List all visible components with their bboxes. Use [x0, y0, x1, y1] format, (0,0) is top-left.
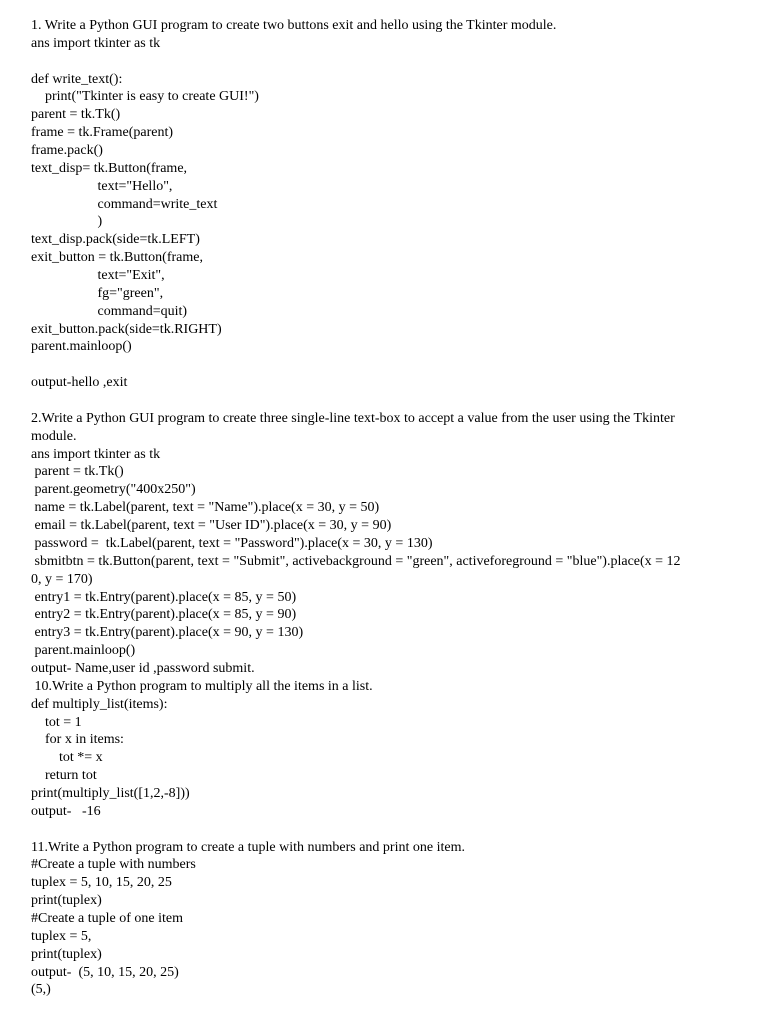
blank-line: [31, 53, 743, 71]
text-line: frame = tk.Frame(parent): [31, 125, 173, 141]
text-line: parent = tk.Tk(): [31, 107, 121, 123]
text-line: 2.Write a Python GUI program to create three single-line text-box to accept a value from the user using the Tkinter: [31, 410, 675, 426]
text-line: 10.Write a Python program to multiply all the items in a list.: [31, 678, 373, 694]
text-line: tuplex = 5,: [31, 928, 92, 944]
text-line: output- (5, 10, 15, 20, 25): [31, 964, 179, 980]
text-line: tot = 1: [31, 714, 82, 730]
text-line: exit_button.pack(side=tk.RIGHT): [31, 321, 222, 337]
text-line: #Create a tuple of one item: [31, 910, 183, 926]
text-line: ans import tkinter as tk: [31, 35, 161, 51]
text-line: text_disp= tk.Button(frame,: [31, 160, 188, 176]
text-line: output-hello ,exit: [31, 375, 128, 391]
text-line: exit_button = tk.Button(frame,: [31, 250, 203, 266]
text-line: entry1 = tk.Entry(parent).place(x = 85, y = 50): [31, 589, 297, 605]
text-line: (5,): [31, 982, 51, 998]
text-line: 1. Write a Python GUI program to create two buttons exit and hello using the Tkinter module.: [31, 18, 557, 33]
text-line: def multiply_list(items):: [31, 696, 168, 712]
text-line: for x in items:: [31, 732, 124, 748]
text-line: print(tuplex): [31, 946, 102, 962]
text-line: print(multiply_list([1,2,-8])): [31, 785, 190, 801]
text-line: email = tk.Label(parent, text = "User ID").place(x = 30, y = 90): [31, 518, 392, 534]
text-line: fg="green",: [31, 285, 164, 301]
text-line: password = tk.Label(parent, text = "Password").place(x = 30, y = 130): [31, 535, 433, 551]
text-line: parent.mainloop(): [31, 643, 136, 659]
text-line: parent.geometry("400x250"): [31, 482, 196, 498]
text-line: print("Tkinter is easy to create GUI!"): [31, 89, 259, 105]
text-line: return tot: [31, 768, 97, 784]
text-line: 0, y = 170): [31, 571, 93, 587]
text-line: frame.pack(): [31, 143, 103, 159]
text-line: entry2 = tk.Entry(parent).place(x = 85, y = 90): [31, 607, 297, 623]
text-line: #Create a tuple with numbers: [31, 857, 196, 873]
text-line: ans import tkinter as tk: [31, 446, 161, 462]
text-line: text="Exit",: [31, 268, 165, 284]
text-line: 11.Write a Python program to create a tuple with numbers and print one item.: [31, 839, 465, 855]
text-line: print(tuplex): [31, 893, 102, 909]
text-line: sbmitbtn = tk.Button(parent, text = "Submit", activebackground = "green", activeforeground = "blue").place(x = 12: [31, 553, 681, 569]
text-line: output- Name,user id ,password submit.: [31, 660, 255, 676]
text-line: entry3 = tk.Entry(parent).place(x = 90, y = 130): [31, 625, 304, 641]
blank-line: [31, 821, 743, 839]
text-line: tuplex = 5, 10, 15, 20, 25: [31, 875, 172, 891]
text-line: command=quit): [31, 303, 188, 319]
blank-line: [31, 356, 743, 374]
text-line: parent.mainloop(): [31, 339, 132, 355]
text-line: module.: [31, 428, 77, 444]
text-line: tot *= x: [31, 750, 103, 766]
text-line: ): [31, 214, 103, 230]
text-line: parent = tk.Tk(): [31, 464, 124, 480]
text-line: text="Hello",: [31, 178, 173, 194]
text-line: name = tk.Label(parent, text = "Name").place(x = 30, y = 50): [31, 500, 380, 516]
text-line: output- -16: [31, 803, 101, 819]
text-line: command=write_text: [31, 196, 218, 212]
blank-line: [31, 392, 743, 410]
text-line: def write_text():: [31, 71, 123, 87]
text-line: text_disp.pack(side=tk.LEFT): [31, 232, 200, 248]
document-page: [31, 17, 743, 999]
